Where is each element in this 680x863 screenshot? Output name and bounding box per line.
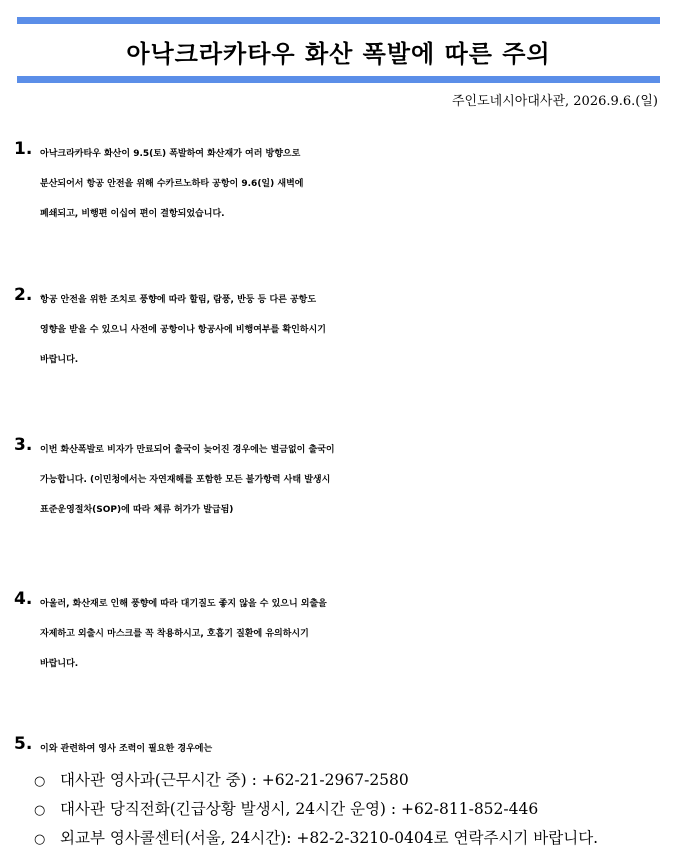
contact-text: 대사관 영사과(근무시간 중) : +62-21-2967-2580	[60, 771, 409, 789]
notice-item-1	[14, 139, 666, 229]
notice-item-2	[14, 285, 666, 375]
item-line: 자제하고 외출시 마스크를 꼭 착용하시고, 호흡기 질환에 유의하시기	[40, 629, 309, 639]
issuer-date: 주인도네시아대사관, 2026.9.6.(일)	[451, 94, 658, 109]
item-number: 4.	[14, 589, 33, 609]
notice-item-4	[14, 589, 666, 679]
item-line: 아낙크라카타우 화산이 9.5(토) 폭발하여 화산재가 여러 방향으로	[40, 149, 301, 159]
circle-bullet-icon: ○	[34, 774, 46, 789]
item-line: 바랍니다.	[40, 355, 79, 365]
item-text	[40, 734, 666, 764]
circle-bullet-icon: ○	[34, 803, 46, 818]
header-top-rule	[17, 17, 660, 24]
notice-item-5	[14, 734, 666, 764]
item-line: 항공 안전을 위한 조치로 풍향에 따라 할림, 람풍, 반둥 등 다른 공항도	[40, 295, 317, 305]
item-line: 표준운영절차(SOP)에 따라 체류 허가가 발급됨)	[40, 505, 234, 515]
item-text	[40, 589, 666, 679]
contact-text: 대사관 당직전화(긴급상황 발생시, 24시간 운영) : +62-811-852-446	[60, 800, 539, 818]
item-line: 가능합니다. (이민청에서는 자연재해를 포함한 모든 불가항력 사태 발생시	[40, 475, 331, 485]
item-text	[40, 435, 666, 525]
item-number: 1.	[14, 139, 33, 159]
contact-consular-section	[34, 768, 409, 790]
contact-text: 외교부 영사콜센터(서울, 24시간): +82-2-3210-0404로 연락주시기 바랍니다.	[60, 829, 599, 847]
circle-bullet-icon: ○	[34, 832, 46, 847]
item-line: 이번 화산폭발로 비자가 만료되어 출국이 늦어진 경우에는 벌금없이 출국이	[40, 445, 335, 455]
item-text	[40, 139, 666, 229]
item-number: 3.	[14, 435, 33, 455]
header-bottom-rule	[17, 76, 660, 83]
item-number: 2.	[14, 285, 33, 305]
notice-item-3	[14, 435, 666, 525]
item-number: 5.	[14, 734, 33, 754]
item-line: 분산되어서 항공 안전을 위해 수카르노하타 공항이 9.6(일) 새벽에	[40, 179, 304, 189]
item-line: 이와 관련하여 영사 조력이 필요한 경우에는	[40, 744, 213, 754]
item-line: 바랍니다.	[40, 659, 79, 669]
item-line: 아울러, 화산재로 인해 풍향에 따라 대기질도 좋지 않을 수 있으니 외출을	[40, 599, 327, 609]
item-text	[40, 285, 666, 375]
contact-duty-phone	[34, 797, 538, 819]
item-line: 폐쇄되고, 비행편 이십여 편이 결항되었습니다.	[40, 209, 225, 219]
item-line: 영향을 받을 수 있으니 사전에 공항이나 항공사에 비행여부를 확인하시기	[40, 325, 326, 335]
contact-call-center	[34, 826, 598, 848]
page-title: 아낙크라카타우 화산 폭발에 따른 주의	[126, 39, 551, 68]
